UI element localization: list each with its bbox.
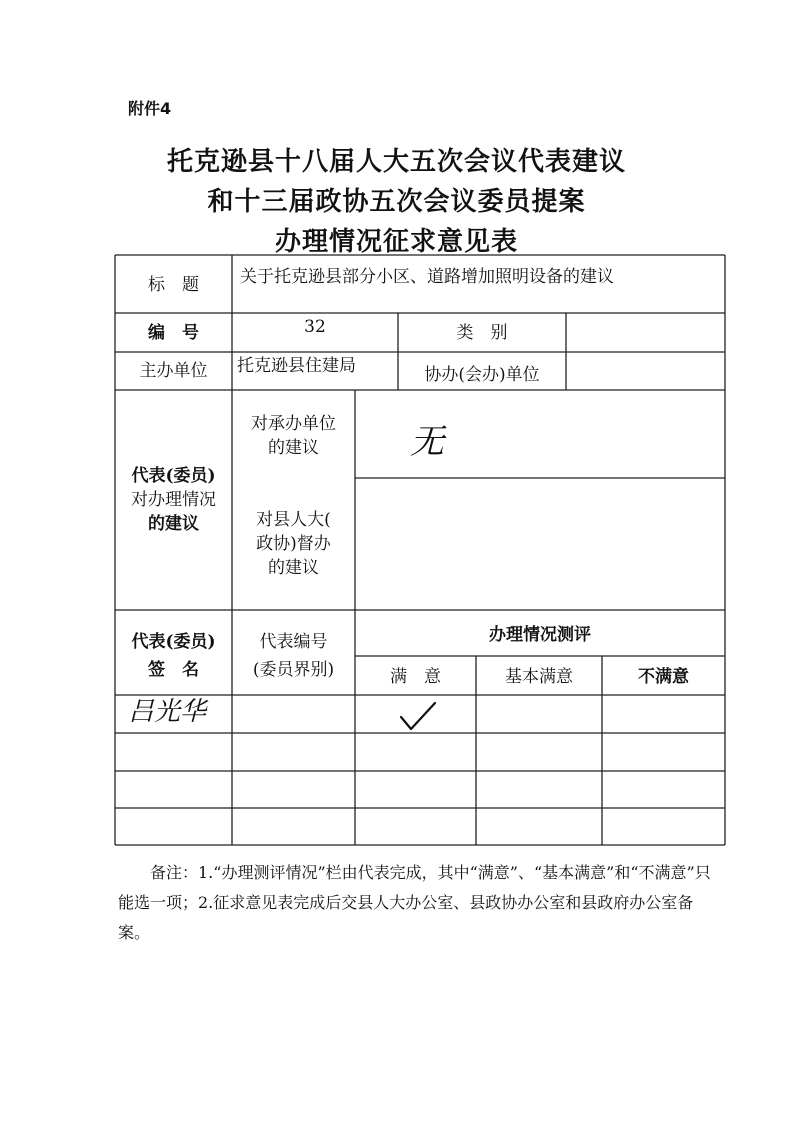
document-title — [0, 142, 793, 262]
check-icon — [398, 700, 438, 732]
signature-header: 代表(委员) 签 名 — [131, 632, 216, 680]
to-supervisor-label: 对县人大( 政协)督办 的建议 — [256, 510, 331, 578]
title-line-2: 和十三届政协五次会议委员提案 — [207, 187, 586, 217]
option-basically-satisfied: 基本满意 — [505, 667, 573, 687]
suggestion-section-label: 代表(委员) 对办理情况 的建议 — [131, 466, 216, 534]
attachment-label: 附件4 — [128, 99, 172, 118]
title-line-1: 托克逊县十八届人大五次会议代表建议 — [166, 147, 626, 177]
category-label: 类 别 — [456, 323, 508, 343]
option-unsatisfied: 不满意 — [638, 667, 689, 687]
code-header: 代表编号 (委员界别) — [252, 632, 335, 680]
number-value: 32 — [304, 317, 326, 337]
host-unit-label: 主办单位 — [139, 361, 208, 381]
to-host-value: 无 — [410, 422, 444, 462]
assist-unit-label: 协办(会办)单位 — [424, 365, 540, 385]
option-satisfied: 满 意 — [390, 667, 441, 687]
to-host-label: 对承办单位 的建议 — [251, 414, 336, 458]
signature-row-1: 吕光华 — [128, 697, 207, 727]
title-line-3: 办理情况征求意见表 — [274, 227, 518, 257]
title-label: 标 题 — [148, 275, 199, 295]
title-value: 关于托克逊县部分小区、道路增加照明设备的建议 — [240, 267, 614, 287]
evaluation-header: 办理情况测评 — [489, 625, 591, 645]
footnote: 备注：1.“办理测评情况”栏由代表完成，其中“满意”、“基本满意”和“不满意”只能选一项；2.征求意见表完成后交县人大办公室、县政协办公室和县政府办公室备案。 — [118, 863, 711, 942]
number-label: 编 号 — [148, 323, 199, 343]
host-unit-value: 托克逊县住建局 — [237, 356, 356, 376]
